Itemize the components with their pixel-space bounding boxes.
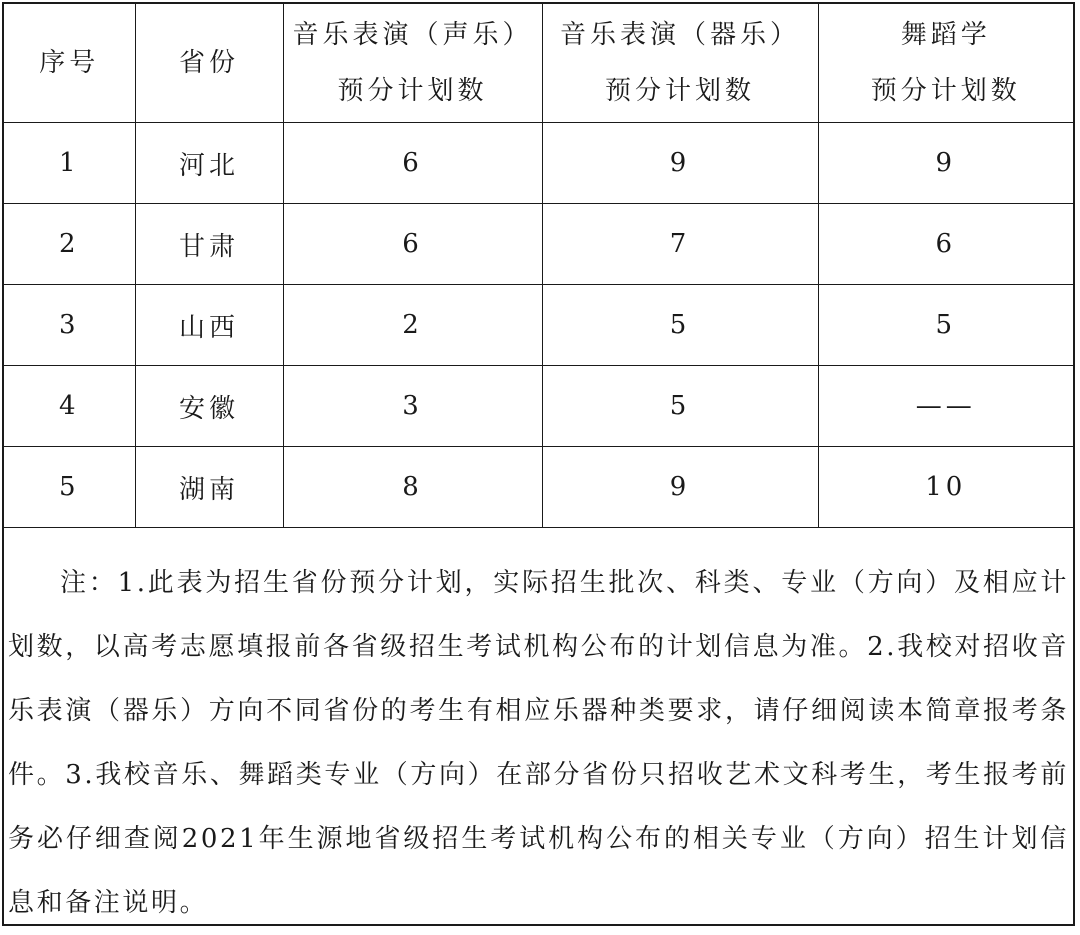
cell-dance: 9 <box>818 123 1073 204</box>
cell-serial: 5 <box>4 447 135 528</box>
cell-dance: 5 <box>818 285 1073 366</box>
table-row <box>4 123 1073 204</box>
cell-serial: 1 <box>4 123 135 204</box>
cell-instrumental: 9 <box>542 447 818 528</box>
cell-vocal: 8 <box>283 447 542 528</box>
cell-serial: 2 <box>4 204 135 285</box>
header-dance: 舞蹈学 预分计划数 <box>818 4 1073 123</box>
cell-vocal: 2 <box>283 285 542 366</box>
header-serial-number: 序号 <box>4 4 135 123</box>
table-row <box>4 204 1073 285</box>
cell-instrumental: 5 <box>542 285 818 366</box>
cell-vocal: 6 <box>283 123 542 204</box>
table-row <box>4 285 1073 366</box>
cell-province: 安徽 <box>135 366 283 447</box>
cell-province: 山西 <box>135 285 283 366</box>
table-footnote: 注：1.此表为招生省份预分计划，实际招生批次、科类、专业（方向）及相应计划数，以高考志愿填报前各省级招生考试机构公布的计划信息为准。2.我校对招收音乐表演（器乐）方向不同省份的考生有相应乐器种类要求，请仔细阅读本简章报考条件。3.我校音乐、舞蹈类专业（方向）在部分省份只招收艺术文科考生，考生报考前务必仔细查阅2021年生源地省级招生考试机构公布的相关专业（方向）招生计划信息和备注说明。 <box>8 568 1069 918</box>
table-header-row <box>4 4 1073 123</box>
cell-province: 湖南 <box>135 447 283 528</box>
table-row <box>4 366 1073 447</box>
enrollment-plan-table <box>4 4 1073 528</box>
cell-dance: 6 <box>818 204 1073 285</box>
cell-serial: 4 <box>4 366 135 447</box>
header-province: 省份 <box>135 4 283 123</box>
cell-instrumental: 7 <box>542 204 818 285</box>
header-instrumental-performance: 音乐表演（器乐） 预分计划数 <box>542 4 818 123</box>
cell-vocal: 6 <box>283 204 542 285</box>
document-sheet <box>2 2 1075 926</box>
cell-instrumental: 5 <box>542 366 818 447</box>
header-vocal-performance: 音乐表演（声乐） 预分计划数 <box>283 4 542 123</box>
cell-instrumental: 9 <box>542 123 818 204</box>
cell-dance: —— <box>818 366 1073 447</box>
cell-serial: 3 <box>4 285 135 366</box>
cell-vocal: 3 <box>283 366 542 447</box>
table-row <box>4 447 1073 528</box>
cell-province: 河北 <box>135 123 283 204</box>
cell-province: 甘肃 <box>135 204 283 285</box>
cell-dance: 10 <box>818 447 1073 528</box>
